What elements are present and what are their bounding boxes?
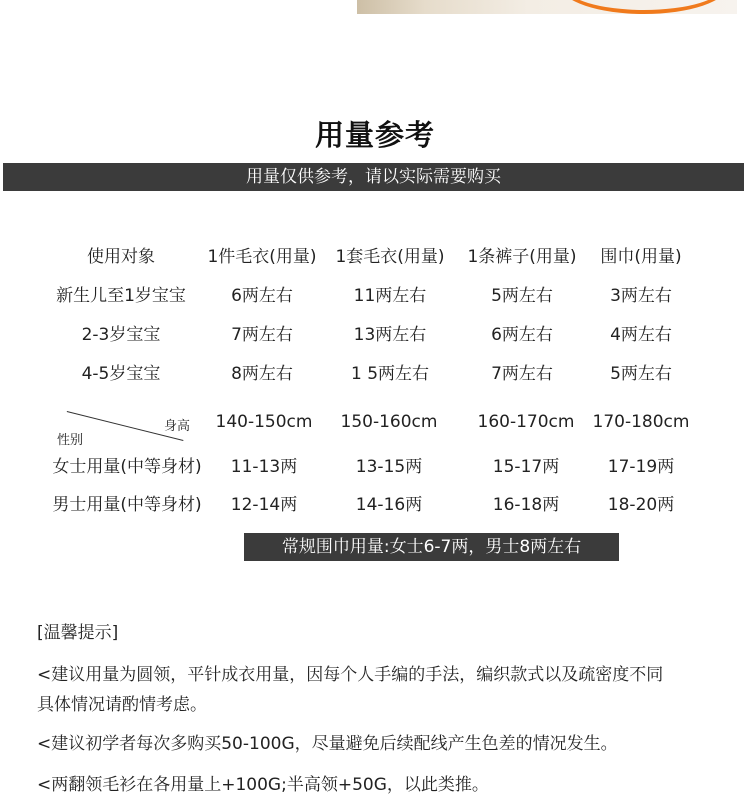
tip-line: <两翻领毛衫在各用量上+100G;半高领+50G，以此类推。 bbox=[37, 775, 489, 795]
tip-line: <建议初学者每次多购买50-100G，尽量避免后续配线产生色差的情况发生。 bbox=[37, 734, 618, 754]
table-cell: 17-19两 bbox=[607, 457, 675, 477]
corner-label-height: 身高 bbox=[164, 419, 191, 434]
reference-banner: 用量仅供参考，请以实际需要购买 bbox=[3, 163, 744, 191]
table-cell: 18-20两 bbox=[607, 495, 675, 515]
tips-heading: [温馨提示] bbox=[37, 623, 119, 643]
corner-label-gender: 性别 bbox=[57, 433, 84, 448]
product-photo-fragment bbox=[357, 0, 737, 14]
table-cell: 2-3岁宝宝 bbox=[81, 325, 161, 345]
table-header: 1套毛衣(用量) bbox=[335, 247, 445, 267]
table-header: 1件毛衣(用量) bbox=[207, 247, 317, 267]
tip-line: 具体情况请酌情考虑。 bbox=[37, 695, 207, 715]
table-cell: 3两左右 bbox=[610, 286, 672, 306]
table-cell: 5两左右 bbox=[491, 286, 553, 306]
table-cell: 男士用量(中等身材) bbox=[52, 495, 202, 515]
tip-line: <建议用量为圆领，平针成衣用量，因每个人手编的手法，编织款式以及疏密度不同 bbox=[37, 665, 664, 685]
table-cell: 女士用量(中等身材) bbox=[52, 457, 202, 477]
table-header: 1条裤子(用量) bbox=[467, 247, 577, 267]
table-header: 使用对象 bbox=[87, 247, 155, 267]
table-cell: 5两左右 bbox=[610, 364, 672, 384]
table-header: 140-150cm bbox=[215, 412, 313, 432]
table-cell: 6两左右 bbox=[491, 325, 553, 345]
table-header: 170-180cm bbox=[592, 412, 690, 432]
table-cell: 7两左右 bbox=[231, 325, 293, 345]
table-cell: 4两左右 bbox=[610, 325, 672, 345]
table-header: 围巾(用量) bbox=[600, 247, 682, 267]
table-cell: 11-13两 bbox=[230, 457, 298, 477]
table-cell: 13-15两 bbox=[355, 457, 423, 477]
section-title: 用量参考 bbox=[314, 118, 435, 152]
table-header: 160-170cm bbox=[477, 412, 575, 432]
table-cell: 6两左右 bbox=[231, 286, 293, 306]
table-cell: 1 5两左右 bbox=[350, 364, 430, 384]
table-cell: 13两左右 bbox=[353, 325, 427, 345]
table-cell: 7两左右 bbox=[491, 364, 553, 384]
orange-yarn-image bbox=[561, 0, 727, 14]
table-cell: 14-16两 bbox=[355, 495, 423, 515]
table-header: 150-160cm bbox=[340, 412, 438, 432]
table-cell: 8两左右 bbox=[231, 364, 293, 384]
table-cell: 12-14两 bbox=[230, 495, 298, 515]
table-cell: 16-18两 bbox=[492, 495, 560, 515]
scarf-usage-note: 常规围巾用量:女士6-7两，男士8两左右 bbox=[244, 533, 619, 561]
table-cell: 15-17两 bbox=[492, 457, 560, 477]
table-cell: 11两左右 bbox=[353, 286, 427, 306]
table-cell: 4-5岁宝宝 bbox=[81, 364, 161, 384]
table-cell: 新生儿至1岁宝宝 bbox=[56, 286, 186, 306]
